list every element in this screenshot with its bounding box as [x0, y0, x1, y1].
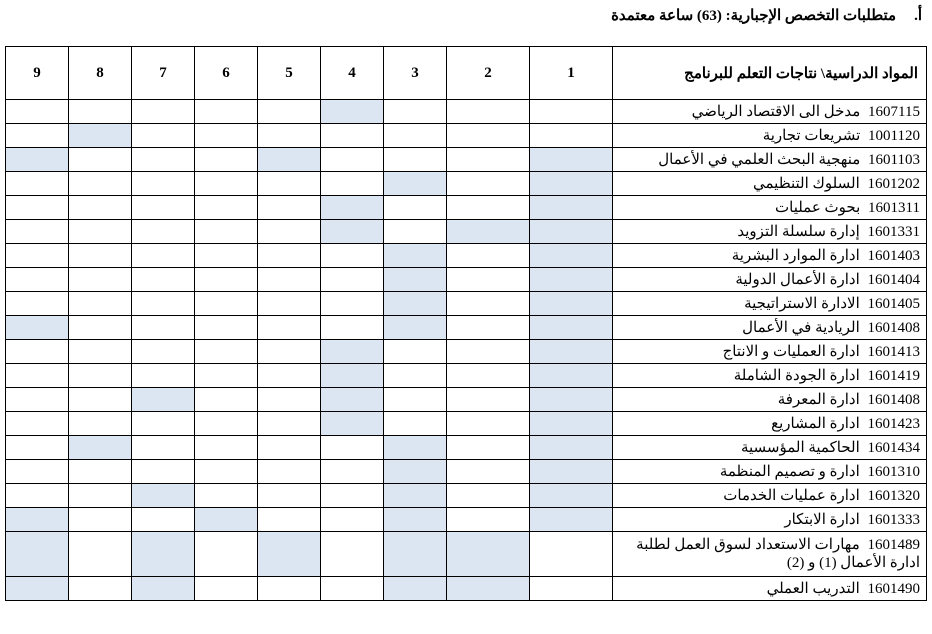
outcome-cell-8 [69, 532, 132, 577]
course-cell [613, 172, 927, 196]
table-row [6, 436, 927, 460]
outcome-cell-5 [258, 244, 321, 268]
outcome-cell-1 [530, 316, 613, 340]
outcome-cell-5 [258, 364, 321, 388]
course-cell [613, 460, 927, 484]
outcome-cell-1 [530, 292, 613, 316]
outcome-cell-3 [384, 484, 447, 508]
course-name: الريادية في الأعمال [742, 319, 860, 336]
outcome-cell-2 [447, 172, 530, 196]
outcome-cell-4 [321, 577, 384, 601]
course-code: 1601405 [867, 295, 920, 312]
outcome-cell-3 [384, 436, 447, 460]
outcome-cell-8 [69, 484, 132, 508]
outcome-cell-7 [132, 532, 195, 577]
outcome-cell-9 [6, 196, 69, 220]
outcome-cell-3 [384, 577, 447, 601]
course-cell [613, 316, 927, 340]
course-cell [613, 508, 927, 532]
outcome-header-9: 9 [6, 47, 69, 100]
outcome-cell-8 [69, 460, 132, 484]
outcome-cell-5 [258, 124, 321, 148]
outcome-cell-9 [6, 484, 69, 508]
table-row [6, 316, 927, 340]
course-name: مدخل الى الاقتصاد الرياضي [691, 103, 861, 120]
outcome-cell-4 [321, 340, 384, 364]
outcome-cell-5 [258, 172, 321, 196]
outcome-cell-4 [321, 148, 384, 172]
outcome-cell-5 [258, 292, 321, 316]
course-cell [613, 364, 927, 388]
course-code: 1601413 [867, 343, 920, 360]
outcome-cell-6 [195, 196, 258, 220]
outcome-cell-2 [447, 316, 530, 340]
section-marker: أ. [914, 8, 922, 24]
outcome-cell-3 [384, 172, 447, 196]
outcome-cell-6 [195, 460, 258, 484]
outcome-cell-4 [321, 196, 384, 220]
outcome-cell-3 [384, 268, 447, 292]
table-row [6, 364, 927, 388]
outcome-cell-6 [195, 148, 258, 172]
table-row [6, 124, 927, 148]
outcome-cell-7 [132, 244, 195, 268]
outcome-cell-2 [447, 436, 530, 460]
table-row [6, 388, 927, 412]
outcome-cell-7 [132, 460, 195, 484]
outcome-cell-9 [6, 436, 69, 460]
course-cell [613, 100, 927, 124]
outcome-cell-4 [321, 436, 384, 460]
course-cell [613, 196, 927, 220]
course-cell [613, 532, 927, 577]
outcome-cell-3 [384, 100, 447, 124]
outcome-cell-8 [69, 292, 132, 316]
outcome-cell-8 [69, 412, 132, 436]
outcome-cell-3 [384, 148, 447, 172]
outcome-cell-7 [132, 220, 195, 244]
outcome-cell-2 [447, 532, 530, 577]
course-cell [613, 292, 927, 316]
outcome-cell-3 [384, 340, 447, 364]
outcome-cell-4 [321, 316, 384, 340]
table-row [6, 220, 927, 244]
course-code: 1601434 [867, 439, 920, 456]
outcome-cell-4 [321, 292, 384, 316]
outcome-header-5: 5 [258, 47, 321, 100]
outcome-cell-5 [258, 412, 321, 436]
outcome-cell-6 [195, 292, 258, 316]
outcome-cell-3 [384, 316, 447, 340]
outcome-header-1: 1 [530, 47, 613, 100]
outcome-cell-1 [530, 364, 613, 388]
table-row [6, 412, 927, 436]
outcome-cell-2 [447, 292, 530, 316]
outcome-header-7: 7 [132, 47, 195, 100]
course-name: التدريب العملي [766, 580, 860, 597]
outcome-cell-6 [195, 577, 258, 601]
outcome-cell-1 [530, 484, 613, 508]
outcome-cell-3 [384, 364, 447, 388]
outcome-cell-7 [132, 508, 195, 532]
outcome-cell-6 [195, 412, 258, 436]
outcome-cell-7 [132, 292, 195, 316]
outcome-header-4: 4 [321, 47, 384, 100]
table-row [6, 172, 927, 196]
outcome-cell-6 [195, 268, 258, 292]
outcome-cell-6 [195, 124, 258, 148]
outcome-cell-2 [447, 100, 530, 124]
table-row [6, 244, 927, 268]
outcome-cell-5 [258, 577, 321, 601]
course-name: ادارة و تصميم المنظمة [719, 463, 860, 480]
outcome-cell-6 [195, 340, 258, 364]
outcome-cell-7 [132, 484, 195, 508]
outcome-cell-9 [6, 172, 69, 196]
outcome-cell-1 [530, 220, 613, 244]
outcome-cell-8 [69, 124, 132, 148]
outcome-cell-8 [69, 268, 132, 292]
outcome-cell-9 [6, 460, 69, 484]
outcome-cell-4 [321, 244, 384, 268]
outcome-cell-9 [6, 340, 69, 364]
outcome-cell-7 [132, 124, 195, 148]
course-cell [613, 124, 927, 148]
outcome-cell-7 [132, 100, 195, 124]
outcome-cell-9 [6, 124, 69, 148]
outcome-cell-3 [384, 460, 447, 484]
outcome-cell-5 [258, 268, 321, 292]
course-code: 1601320 [867, 487, 920, 504]
course-code: 1601331 [867, 223, 920, 240]
outcome-cell-7 [132, 172, 195, 196]
outcome-cell-9 [6, 100, 69, 124]
outcome-cell-3 [384, 412, 447, 436]
course-name: الحاكمية المؤسسية [740, 439, 860, 456]
course-name: مهارات الاستعداد لسوق العمل لطلبة ادارة الأعمال (1) و (2) [636, 537, 920, 571]
section-title: متطلبات التخصص الإجبارية: (63) ساعة معتمدة [611, 8, 897, 24]
outcome-cell-2 [447, 220, 530, 244]
outcome-cell-4 [321, 100, 384, 124]
course-column-header: المواد الدراسية\ نتاجات التعلم للبرنامج [613, 47, 927, 100]
outcome-cell-5 [258, 340, 321, 364]
outcome-cell-4 [321, 508, 384, 532]
course-code: 1601310 [867, 463, 920, 480]
outcome-cell-8 [69, 436, 132, 460]
course-code: 1601333 [867, 511, 920, 528]
outcome-cell-8 [69, 148, 132, 172]
outcome-cell-3 [384, 532, 447, 577]
outcome-cell-1 [530, 196, 613, 220]
table-row [6, 508, 927, 532]
course-code: 1601403 [867, 247, 920, 264]
outcome-cell-5 [258, 220, 321, 244]
outcome-cell-4 [321, 412, 384, 436]
outcome-cell-9 [6, 244, 69, 268]
outcome-cell-9 [6, 268, 69, 292]
outcome-cell-9 [6, 292, 69, 316]
outcome-cell-9 [6, 220, 69, 244]
outcome-cell-8 [69, 196, 132, 220]
outcome-cell-1 [530, 148, 613, 172]
outcome-cell-6 [195, 508, 258, 532]
outcome-cell-9 [6, 388, 69, 412]
table-row [6, 148, 927, 172]
outcome-cell-5 [258, 196, 321, 220]
outcome-cell-9 [6, 316, 69, 340]
outcome-cell-1 [530, 412, 613, 436]
outcome-cell-7 [132, 364, 195, 388]
outcome-cell-8 [69, 577, 132, 601]
course-name: بحوث عمليات [775, 199, 861, 216]
outcome-cell-1 [530, 508, 613, 532]
outcome-cell-5 [258, 316, 321, 340]
outcome-cell-7 [132, 148, 195, 172]
outcome-cell-6 [195, 532, 258, 577]
outcome-cell-8 [69, 388, 132, 412]
table-row [6, 532, 927, 577]
outcome-cell-6 [195, 172, 258, 196]
outcome-header-6: 6 [195, 47, 258, 100]
outcome-cell-2 [447, 244, 530, 268]
outcome-cell-8 [69, 508, 132, 532]
outcome-cell-8 [69, 220, 132, 244]
outcome-cell-3 [384, 244, 447, 268]
course-code: 1601408 [867, 319, 920, 336]
outcome-cell-6 [195, 244, 258, 268]
outcome-cell-7 [132, 577, 195, 601]
outcome-cell-1 [530, 124, 613, 148]
outcome-cell-9 [6, 532, 69, 577]
outcome-cell-6 [195, 364, 258, 388]
course-name: السلوك التنظيمي [753, 175, 860, 192]
outcome-cell-7 [132, 196, 195, 220]
outcome-cell-1 [530, 388, 613, 412]
outcome-cell-6 [195, 316, 258, 340]
outcome-cell-1 [530, 436, 613, 460]
outcome-cell-8 [69, 172, 132, 196]
table-row [6, 460, 927, 484]
course-code: 1001120 [868, 127, 920, 144]
course-name: ادارة الجودة الشاملة [733, 367, 860, 384]
outcome-cell-2 [447, 484, 530, 508]
outcome-cell-3 [384, 220, 447, 244]
header-row [6, 47, 927, 100]
course-name: منهجية البحث العلمي في الأعمال [658, 151, 861, 168]
course-name: ادارة العمليات و الانتاج [722, 343, 860, 360]
course-code: 1601311 [868, 199, 920, 216]
outcome-cell-5 [258, 460, 321, 484]
table-row [6, 484, 927, 508]
outcome-cell-9 [6, 148, 69, 172]
table-row [6, 292, 927, 316]
outcome-cell-2 [447, 196, 530, 220]
outcome-cell-4 [321, 268, 384, 292]
outcome-cell-2 [447, 268, 530, 292]
outcome-cell-1 [530, 340, 613, 364]
outcome-cell-1 [530, 577, 613, 601]
outcome-cell-8 [69, 316, 132, 340]
outcome-cell-8 [69, 340, 132, 364]
course-code: 1601408 [867, 391, 920, 408]
course-cell [613, 340, 927, 364]
outcome-cell-4 [321, 364, 384, 388]
table-row [6, 196, 927, 220]
outcome-cell-3 [384, 292, 447, 316]
outcome-cell-7 [132, 268, 195, 292]
course-name: ادارة المعرفة [777, 391, 860, 408]
outcome-header-8: 8 [69, 47, 132, 100]
outcome-cell-8 [69, 364, 132, 388]
outcome-cell-5 [258, 484, 321, 508]
course-cell [613, 148, 927, 172]
outcome-cell-2 [447, 388, 530, 412]
outcome-cell-7 [132, 340, 195, 364]
outcome-cell-2 [447, 364, 530, 388]
outcome-header-2: 2 [447, 47, 530, 100]
course-code: 1601202 [867, 175, 920, 192]
course-code: 1601404 [867, 271, 920, 288]
outcome-cell-7 [132, 316, 195, 340]
course-name: ادارة عمليات الخدمات [723, 487, 860, 504]
outcome-cell-6 [195, 388, 258, 412]
outcome-cell-5 [258, 508, 321, 532]
section-heading [611, 6, 922, 25]
outcome-cell-4 [321, 388, 384, 412]
course-cell [613, 220, 927, 244]
course-code: 1601490 [867, 580, 920, 597]
outcome-cell-6 [195, 220, 258, 244]
table-row [6, 100, 927, 124]
outcome-cell-1 [530, 100, 613, 124]
table-row [6, 577, 927, 601]
outcome-cell-1 [530, 532, 613, 577]
outcome-cell-9 [6, 364, 69, 388]
course-name: الادارة الاستراتيجية [744, 295, 860, 312]
outcome-cell-2 [447, 577, 530, 601]
outcome-cell-6 [195, 484, 258, 508]
outcome-header-3: 3 [384, 47, 447, 100]
outcome-cell-4 [321, 220, 384, 244]
outcome-cell-4 [321, 484, 384, 508]
outcome-cell-2 [447, 148, 530, 172]
outcome-cell-2 [447, 412, 530, 436]
outcome-cell-7 [132, 388, 195, 412]
course-code: 1601419 [867, 367, 920, 384]
outcome-cell-8 [69, 100, 132, 124]
course-name: ادارة الموارد البشرية [731, 247, 860, 264]
outcome-cell-6 [195, 100, 258, 124]
outcome-cell-4 [321, 172, 384, 196]
outcome-cell-4 [321, 532, 384, 577]
outcome-cell-3 [384, 196, 447, 220]
outcome-cell-1 [530, 268, 613, 292]
outcome-cell-9 [6, 412, 69, 436]
outcome-cell-5 [258, 532, 321, 577]
outcome-cell-2 [447, 124, 530, 148]
course-cell [613, 484, 927, 508]
course-cell [613, 577, 927, 601]
outcome-cell-4 [321, 460, 384, 484]
course-name: ادارة الأعمال الدولية [735, 271, 860, 288]
outcome-cell-6 [195, 436, 258, 460]
outcome-cell-3 [384, 388, 447, 412]
outcome-cell-3 [384, 124, 447, 148]
outcome-cell-2 [447, 460, 530, 484]
outcome-cell-1 [530, 244, 613, 268]
course-code: 1601489 [867, 537, 920, 553]
outcome-cell-8 [69, 244, 132, 268]
outcome-cell-2 [447, 508, 530, 532]
course-cell [613, 244, 927, 268]
course-cell [613, 436, 927, 460]
course-code: 1607115 [868, 103, 920, 120]
outcome-cell-1 [530, 460, 613, 484]
outcome-cell-5 [258, 388, 321, 412]
outcome-cell-5 [258, 148, 321, 172]
table-row [6, 340, 927, 364]
course-name: تشريعات تجارية [762, 127, 861, 144]
course-cell [613, 388, 927, 412]
course-cell [613, 268, 927, 292]
outcome-cell-5 [258, 436, 321, 460]
outcome-cell-5 [258, 100, 321, 124]
table-row [6, 268, 927, 292]
course-cell [613, 412, 927, 436]
outcome-cell-4 [321, 124, 384, 148]
outcome-cell-1 [530, 172, 613, 196]
course-name: ادارة المشاريع [771, 415, 860, 432]
course-name: إدارة سلسلة التزويد [737, 223, 860, 240]
course-code: 1601103 [868, 151, 920, 168]
course-code: 1601423 [867, 415, 920, 432]
course-name: ادارة الابتكار [784, 511, 860, 528]
outcomes-matrix-table [5, 46, 927, 601]
outcome-cell-7 [132, 436, 195, 460]
outcome-cell-9 [6, 577, 69, 601]
outcome-cell-9 [6, 508, 69, 532]
outcome-cell-7 [132, 412, 195, 436]
outcome-cell-3 [384, 508, 447, 532]
outcome-cell-2 [447, 340, 530, 364]
